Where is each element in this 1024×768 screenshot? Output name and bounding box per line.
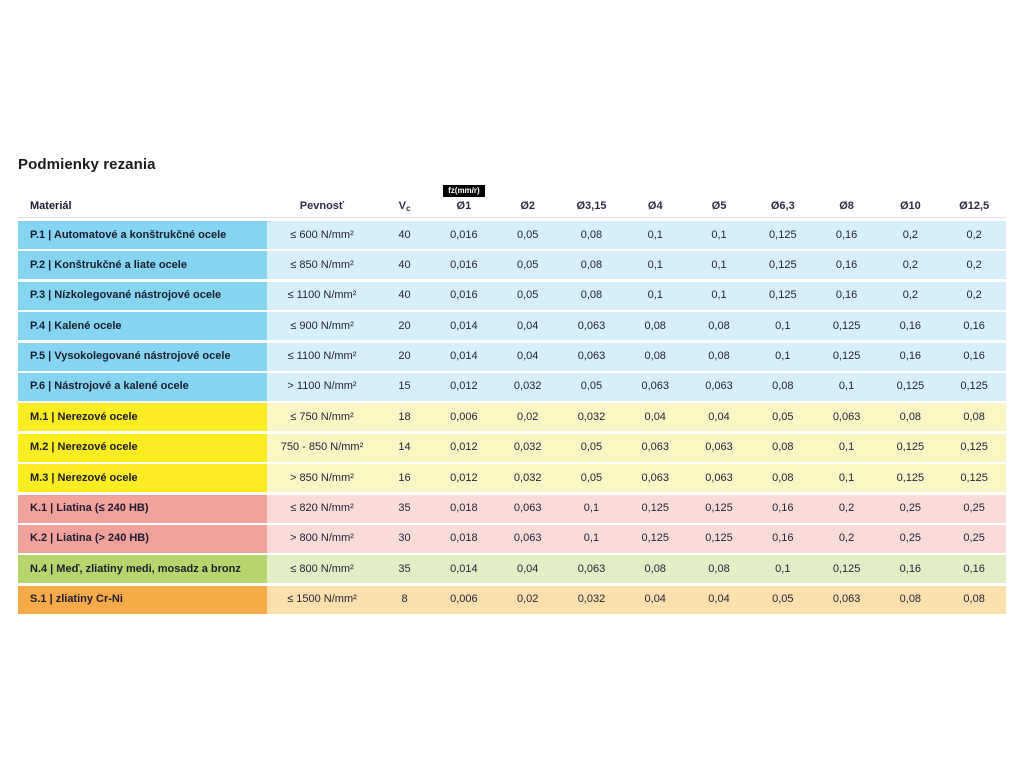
feed-value-cell: 0,063 [623,464,687,492]
material-cell: K.2 | Liatina (> 240 HB) [18,525,267,553]
strength-cell: ≤ 850 N/mm² [267,251,377,279]
strength-cell: ≤ 800 N/mm² [267,555,377,583]
feed-value-cell: 0,016 [432,251,496,279]
fz-unit-label: fz(mm/r) [443,185,485,197]
feed-value-cell: 0,04 [496,343,560,371]
vc-cell: 16 [377,464,432,492]
material-cell: M.3 | Nerezové ocele [18,464,267,492]
vc-cell: 35 [377,495,432,523]
vc-cell: 40 [377,251,432,279]
feed-value-cell: 0,08 [942,586,1006,614]
feed-value-cell: 0,063 [560,555,624,583]
table-row [18,586,1006,614]
feed-value-cell: 0,125 [751,221,815,249]
feed-value-cell: 0,08 [751,434,815,462]
feed-value-cell: 0,032 [496,464,560,492]
feed-value-cell: 0,125 [623,525,687,553]
feed-value-cell: 0,016 [432,221,496,249]
material-cell: N.4 | Meď, zliatiny medi, mosadz a bronz [18,555,267,583]
feed-value-cell: 0,05 [496,282,560,310]
feed-value-cell: 0,2 [878,221,942,249]
feed-value-cell: 0,1 [687,282,751,310]
feed-value-cell: 0,16 [942,555,1006,583]
feed-value-cell: 0,05 [496,221,560,249]
feed-value-cell: 0,1 [623,251,687,279]
table-row [18,525,1006,553]
feed-value-cell: 0,16 [878,312,942,340]
strength-cell: ≤ 1500 N/mm² [267,586,377,614]
feed-value-cell: 0,08 [942,403,1006,431]
feed-value-cell: 0,2 [942,251,1006,279]
vc-cell: 30 [377,525,432,553]
feed-value-cell: 0,08 [687,312,751,340]
material-cell: K.1 | Liatina (≤ 240 HB) [18,495,267,523]
table-row [18,434,1006,462]
material-cell: P.1 | Automatové a konštrukčné ocele [18,221,267,249]
feed-value-cell: 0,125 [942,373,1006,401]
feed-value-cell: 0,16 [751,525,815,553]
feed-value-cell: 0,125 [815,312,879,340]
feed-value-cell: 0,08 [878,403,942,431]
feed-value-cell: 0,063 [815,586,879,614]
header-diameter [560,201,624,212]
feed-value-cell: 0,018 [432,525,496,553]
feed-value-cell: 0,08 [751,464,815,492]
header-diameter [687,201,751,212]
vc-cell: 20 [377,312,432,340]
feed-value-cell: 0,08 [560,251,624,279]
feed-value-cell: 0,125 [878,434,942,462]
strength-cell: 750 - 850 N/mm² [267,434,377,462]
feed-value-cell: 0,08 [687,555,751,583]
strength-cell: ≤ 600 N/mm² [267,221,377,249]
feed-value-cell: 0,1 [815,464,879,492]
feed-value-cell: 0,012 [432,373,496,401]
table-row [18,495,1006,523]
diameter-label: Ø10 [899,200,921,212]
strength-cell: ≤ 750 N/mm² [267,403,377,431]
diameter-label: Ø8 [839,200,854,212]
header-diameter [751,201,815,212]
feed-value-cell: 0,1 [623,282,687,310]
header-strength: Pevnosť [299,200,345,212]
feed-value-cell: 0,1 [815,373,879,401]
strength-cell: > 1100 N/mm² [267,373,377,401]
feed-value-cell: 0,006 [432,403,496,431]
feed-value-cell: 0,2 [815,525,879,553]
feed-value-cell: 0,014 [432,555,496,583]
vc-cell: 35 [377,555,432,583]
table-row [18,555,1006,583]
feed-value-cell: 0,016 [432,282,496,310]
feed-value-cell: 0,063 [687,464,751,492]
feed-value-cell: 0,04 [496,312,560,340]
feed-value-cell: 0,063 [815,403,879,431]
vc-symbol: V [398,200,406,212]
strength-cell: > 850 N/mm² [267,464,377,492]
vc-cell: 40 [377,221,432,249]
table-header-row [18,180,1006,218]
feed-value-cell: 0,08 [623,312,687,340]
feed-value-cell: 0,1 [687,221,751,249]
feed-value-cell: 0,063 [560,312,624,340]
feed-value-cell: 0,032 [560,403,624,431]
feed-value-cell: 0,08 [623,555,687,583]
header-diameter [815,201,879,212]
feed-value-cell: 0,014 [432,343,496,371]
feed-value-cell: 0,014 [432,312,496,340]
header-diameter [432,185,496,212]
feed-value-cell: 0,2 [878,251,942,279]
feed-value-cell: 0,16 [815,282,879,310]
header-material: Materiál [30,200,72,212]
diameter-label: Ø1 [456,200,472,212]
feed-value-cell: 0,16 [815,251,879,279]
vc-cell: 8 [377,586,432,614]
vc-cell: 40 [377,282,432,310]
feed-value-cell: 0,16 [878,343,942,371]
material-cell: S.1 | zliatiny Cr-Ni [18,586,267,614]
feed-value-cell: 0,25 [942,495,1006,523]
feed-value-cell: 0,25 [878,495,942,523]
strength-cell: ≤ 1100 N/mm² [267,282,377,310]
feed-value-cell: 0,02 [496,586,560,614]
feed-value-cell: 0,1 [687,251,751,279]
vc-cell: 15 [377,373,432,401]
feed-value-cell: 0,125 [751,251,815,279]
table-body [18,221,1006,614]
strength-cell: ≤ 900 N/mm² [267,312,377,340]
strength-cell: > 800 N/mm² [267,525,377,553]
strength-cell: ≤ 820 N/mm² [267,495,377,523]
feed-value-cell: 0,125 [751,282,815,310]
feed-value-cell: 0,125 [815,555,879,583]
feed-value-cell: 0,08 [751,373,815,401]
feed-value-cell: 0,2 [942,221,1006,249]
feed-value-cell: 0,16 [751,495,815,523]
feed-value-cell: 0,1 [751,312,815,340]
feed-value-cell: 0,05 [751,586,815,614]
feed-value-cell: 0,16 [942,312,1006,340]
feed-value-cell: 0,25 [878,525,942,553]
table-row [18,343,1006,371]
feed-value-cell: 0,006 [432,586,496,614]
feed-value-cell: 0,02 [496,403,560,431]
feed-value-cell: 0,08 [878,586,942,614]
feed-value-cell: 0,063 [623,434,687,462]
table-row [18,403,1006,431]
feed-value-cell: 0,16 [815,221,879,249]
material-cell: P.4 | Kalené ocele [18,312,267,340]
feed-value-cell: 0,25 [942,525,1006,553]
feed-value-cell: 0,125 [815,343,879,371]
feed-value-cell: 0,08 [560,221,624,249]
feed-value-cell: 0,018 [432,495,496,523]
header-diameter [942,201,1006,212]
feed-value-cell: 0,1 [751,555,815,583]
vc-subscript: c [405,204,411,213]
feed-value-cell: 0,063 [687,373,751,401]
feed-value-cell: 0,05 [751,403,815,431]
feed-value-cell: 0,125 [623,495,687,523]
feed-value-cell: 0,012 [432,434,496,462]
feed-value-cell: 0,05 [560,464,624,492]
page-title: Podmienky rezania [18,156,156,173]
diameter-label: Ø12,5 [959,200,990,212]
feed-value-cell: 0,08 [623,343,687,371]
feed-value-cell: 0,063 [496,495,560,523]
feed-value-cell: 0,1 [751,343,815,371]
feed-value-cell: 0,1 [815,434,879,462]
diameter-label: Ø2 [520,200,536,212]
vc-cell: 18 [377,403,432,431]
vc-cell: 14 [377,434,432,462]
feed-value-cell: 0,2 [942,282,1006,310]
strength-cell: ≤ 1100 N/mm² [267,343,377,371]
feed-value-cell: 0,063 [623,373,687,401]
feed-value-cell: 0,08 [560,282,624,310]
feed-value-cell: 0,04 [496,555,560,583]
feed-value-cell: 0,08 [687,343,751,371]
material-cell: M.1 | Nerezové ocele [18,403,267,431]
header-vc [377,201,432,212]
header-diameter [878,201,942,212]
diameter-label: Ø3,15 [576,200,607,212]
feed-value-cell: 0,1 [560,495,624,523]
feed-value-cell: 0,125 [687,495,751,523]
feed-value-cell: 0,16 [942,343,1006,371]
feed-value-cell: 0,125 [878,373,942,401]
feed-value-cell: 0,04 [623,403,687,431]
feed-value-cell: 0,032 [496,434,560,462]
feed-value-cell: 0,2 [878,282,942,310]
table-row [18,221,1006,249]
feed-value-cell: 0,012 [432,464,496,492]
table-row [18,282,1006,310]
feed-value-cell: 0,125 [687,525,751,553]
material-cell: P.3 | Nízkolegované nástrojové ocele [18,282,267,310]
vc-cell: 20 [377,343,432,371]
feed-value-cell: 0,04 [623,586,687,614]
table-row [18,251,1006,279]
material-cell: M.2 | Nerezové ocele [18,434,267,462]
feed-value-cell: 0,05 [560,434,624,462]
feed-value-cell: 0,16 [878,555,942,583]
feed-value-cell: 0,125 [942,464,1006,492]
header-diameter [496,201,560,212]
feed-value-cell: 0,05 [496,251,560,279]
table-row [18,464,1006,492]
feed-value-cell: 0,063 [687,434,751,462]
feed-value-cell: 0,04 [687,403,751,431]
feed-value-cell: 0,032 [560,586,624,614]
diameter-label: Ø4 [647,200,663,212]
diameter-label: Ø5 [711,200,727,212]
header-diameter [623,201,687,212]
feed-value-cell: 0,1 [623,221,687,249]
feed-value-cell: 0,125 [878,464,942,492]
diameter-label: Ø6,3 [770,200,795,212]
feed-value-cell: 0,05 [560,373,624,401]
material-cell: P.6 | Nástrojové a kalené ocele [18,373,267,401]
feed-value-cell: 0,125 [942,434,1006,462]
feed-value-cell: 0,2 [815,495,879,523]
table-row [18,312,1006,340]
material-cell: P.2 | Konštrukčné a liate ocele [18,251,267,279]
material-cell: P.5 | Vysokolegované nástrojové ocele [18,343,267,371]
table-row [18,373,1006,401]
feed-value-cell: 0,063 [496,525,560,553]
feed-value-cell: 0,04 [687,586,751,614]
feed-value-cell: 0,063 [560,343,624,371]
feed-value-cell: 0,1 [560,525,624,553]
cutting-conditions-table [18,180,1006,616]
feed-value-cell: 0,032 [496,373,560,401]
